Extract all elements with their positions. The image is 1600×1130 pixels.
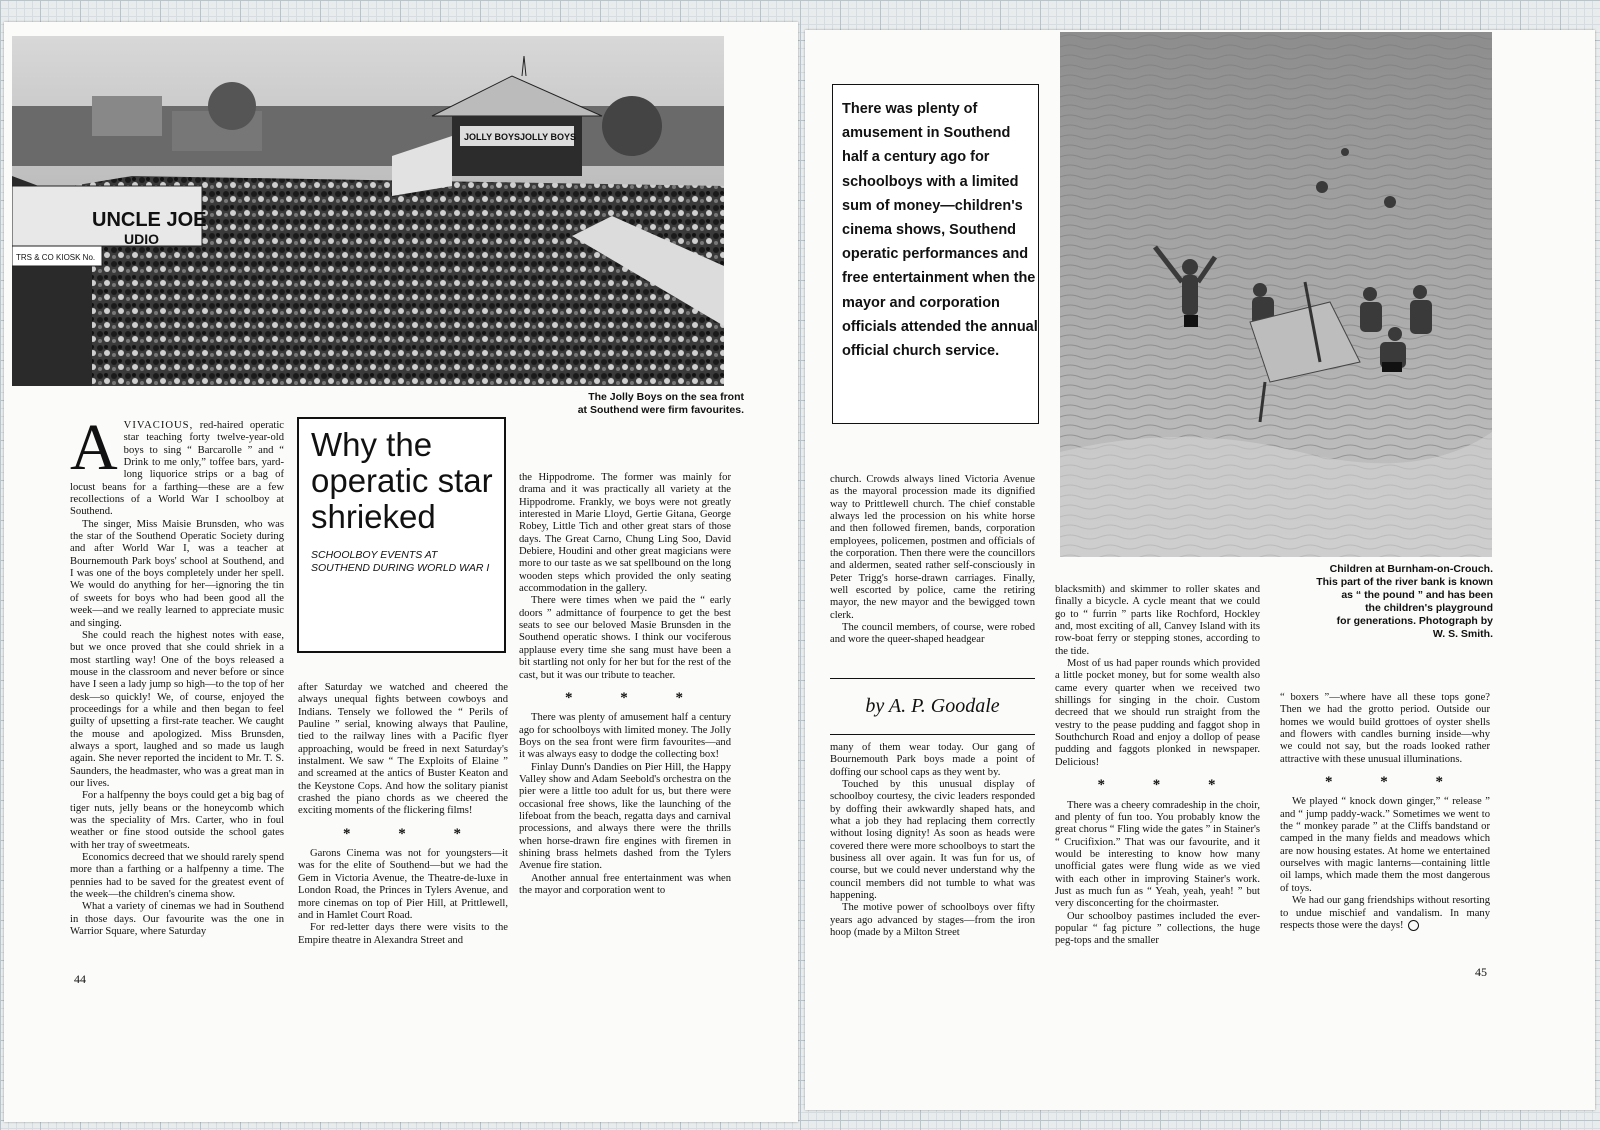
- left-column-2: [298, 682, 508, 947]
- right-column-1-top: [830, 474, 1035, 647]
- pull-quote: There was plenty of amusement in Southend half a century ago for schoolboys with a limited sum of money—children's cinema shows, Southend operatic performances and free entertainment when the mayor and corporation officials attended the annual official church service.: [842, 101, 1038, 360]
- paragraph: The motive power of schoolboys over fifty years ago advanced by stages—from the iron hoop (made by a Milton Street: [830, 902, 1035, 939]
- paragraph: Garons Cinema was not for youngsters—it was for the elite of Southend—but we had the Gem in Victoria Avenue, the Theatre-de-luxe in London Road, the Princes in Tylers Avenue, and more cinemas on top of Pier Hill, at Prittlewell, and in Hamlet Court Road.: [298, 848, 508, 921]
- photo-caption: [1275, 563, 1493, 641]
- paragraph: We played “ knock down ginger,” “ release ” and “ jump paddy-wack.” Sometimes we went to the “ monkey parade ” at the Cliffs bandstand or camped in the many fields and meadows which are now housing estates. At home we entertained ourselves with magic lanterns—containing little oil lamps, which made them the most dangerous of toys.: [1280, 796, 1490, 894]
- kiosk-sign: TRS & CO KIOSK No.: [16, 253, 96, 262]
- paragraph: blacksmith) and skimmer to roller skates and finally a bicycle. A cycle meant that we could go to “ furrin ” parts like Rochford, Hockley and, most exciting of all, Canvey Island with its row-boat ferry or stepping stones, according to the tide.: [1055, 584, 1260, 657]
- end-mark-icon: [1408, 920, 1419, 931]
- article-title-box: [297, 417, 506, 653]
- caption-line: for generations. Photograph by: [1336, 615, 1493, 627]
- page-number: 44: [74, 972, 86, 986]
- uncle-joe-sign: UNCLE JOE: [92, 209, 207, 231]
- paragraph: after Saturday we watched and cheered the always unequal fights between cowboys and Indians. Tensely we followed the “ Perils of Pauline ” serial, knowing always that Pauline, tied to the railway lines with a Pacific flyer approaching, would be freed in next Saturday's instalment. We saw “ The Exploits of Elaine ” and screamed at the antics of Buster Keaton and the Keystone Cops. And how the solitary pianist crashed the piano chords as we cheered the exciting moments of the flickering films!: [298, 682, 508, 817]
- paragraph-text: We had our gang friendships without resorting to undue mischief and vandalism. In many respects those were the days!: [1280, 895, 1490, 931]
- paragraph: There were times when we paid the “ early doors ” admittance of fourpence to get the best seats to see our beloved Masie Brunsden in the Southend operatic shows. I think our vociferous applause every time she sang must have been a bit startling not only for her but for the rest of the cast, but it was our tribute to teacher.: [519, 595, 731, 681]
- article-subtitle: SCHOOLBOY EVENTS AT SOUTHEND DURING WORLD WAR I: [311, 549, 490, 574]
- caption-line: The Jolly Boys on the sea front: [588, 391, 744, 403]
- right-column-3: [1280, 692, 1490, 932]
- children-bathing-photo: [1060, 32, 1492, 557]
- lead-word: VIVACIOUS,: [123, 420, 194, 431]
- page-number: 45: [1475, 965, 1487, 979]
- paragraph: Economics decreed that we should rarely spend more than a farthing or a halfpenny a time. The pennies had to be saved for the greatest event of the week—the children's cinema show.: [70, 852, 284, 901]
- paragraph: Finlay Dunn's Dandies on Pier Hill, the Happy Valley show and Adam Seebold's orchestra on the pier were a little too adult for us, but there were occasional free shows, like the launching of the lifeboat from the beach, regatta days and carnival processions, and always there were the thrills when horse-drawn fire engines with firemen in shining brass helmets dashed from the Tylers Avenue fire station.: [519, 761, 731, 872]
- paragraph: For a halfpenny the boys could get a big bag of tiger nuts, jelly beans or the honeycomb which was the speciality of Mrs. Carter, who in foul weather or fine stood outside the school gates with her tray of sweetmeats.: [70, 790, 284, 851]
- paragraph: Our schoolboy pastimes included the ever-popular “ fag picture ” collections, the huge peg-tops and the smaller: [1055, 910, 1260, 947]
- studio-sign: UDIO: [124, 231, 159, 247]
- paragraph: many of them wear today. Our gang of Bournemouth Park boys made a point of doffing our school caps as they went by.: [830, 742, 1035, 778]
- right-page: [805, 30, 1595, 1110]
- caption-line: as “ the pound ” and has been: [1341, 589, 1493, 601]
- paragraph: the Hippodrome. The former was mainly for drama and it was practically all variety at the Hippodrome. Frankly, we boys were not greatly interested in Marie Lloyd, Gertie Gitana, George Robey, Little Tich and other great stars of those days. The Great Carno, Chung Ling Soo, David Debiere, Houdini and other great magicians were more to our taste as we sat spellbound on the long wooden steps which provided the only seating accommodation in the gallery.: [519, 472, 731, 595]
- section-break-stars: * * *: [1325, 774, 1465, 791]
- jolly-boys-sign-2: JOLLY BOYS: [520, 132, 577, 142]
- paragraph: The singer, Miss Maisie Brunsden, who was the star of the Southend Operatic Society during and after World War I, was a teacher at Bournemouth Park boys' school at Southend, and I was one of the boys completely under her spell. We would do anything for her—ignoring the tin of sweets for boys who had been good all the week—and we really learned to appreciate music and singing.: [70, 518, 284, 629]
- right-column-2: [1055, 584, 1260, 948]
- article-title: Why the operatic star shrieked: [311, 426, 493, 535]
- caption-line: Children at Burnham-on-Crouch.: [1329, 563, 1493, 575]
- right-column-1-bottom: [830, 742, 1035, 940]
- section-break-stars: * * *: [1097, 777, 1238, 794]
- photo-caption: [474, 391, 744, 417]
- paragraph: church. Crowds always lined Victoria Avenue as the mayoral procession made its dignified way to Prittlewell church. The chief constable always led the procession on his white horse and then followed firemen, bands, corporation employees, policemen, postmen and officials of the corporation. Then there were the councillors and aldermen, seated rather self-consciously in Peter Trigg's horse-drawn carriages. Finally, well escorted by police, came the retiring mayor, the new mayor and the bewigged town clerk.: [830, 474, 1035, 621]
- left-column-1: [70, 411, 284, 938]
- paragraph: Touched by this unusual display of schoolboy courtesy, the civic leaders responded by doffing their awkwardly shaped hats, and what a job they had replacing them correctly without losing dignity! As soon as heads were covered there were more schoolboys to start the business all over again. It was fun for us, of course, but we could never understand why the council members did not tumble to what was happening.: [830, 779, 1035, 902]
- paragraph: The council members, of course, were robed and wore the queer-shaped headgear: [830, 622, 1035, 646]
- paragraph: red-haired operatic star teaching forty twelve-year-old boys to sing “ Barcarolle ” and “ Drink to me only,” toffee bars, yard-long liquorice strips or a bag of locust beans for a farthing—these are a few recollections of a World War I schoolboy at Southend.: [70, 420, 284, 518]
- paragraph: What a variety of cinemas we had in Southend in those days. Our favourite was the one in Warrior Square, where Saturday: [70, 901, 284, 938]
- left-column-3: [519, 472, 731, 897]
- section-break-stars: * * *: [343, 825, 483, 842]
- paragraph: Another annual free entertainment was when the mayor and corporation went to: [519, 872, 731, 896]
- paragraph: [1280, 895, 1490, 932]
- paragraph: Most of us had paper rounds which provided a little pocket money, but for some wealth also came every quarter when we received two shillings for singing in the choir. Custom decreed that we should run straight from the vestry to the pease pudding and faggot shop in Southchurch Road and enjoy a dollop of pease pudding and faggots plonked in newspaper. Delicious!: [1055, 658, 1260, 768]
- paragraph: There was plenty of amusement half a century ago for schoolboys with limited money. The Jolly Boys on the sea front were firm favourites—and it was always easy to dodge the collecting box!: [519, 712, 731, 761]
- pull-quote-box: [832, 84, 1039, 424]
- caption-line: This part of the river bank is known: [1316, 576, 1493, 588]
- caption-line: the children's playground: [1365, 602, 1493, 614]
- jolly-boys-sign-1: JOLLY BOYS: [464, 132, 521, 142]
- caption-line: at Southend were firm favourites.: [577, 404, 744, 416]
- jolly-boys-photo: [12, 36, 724, 386]
- left-page: [4, 22, 798, 1122]
- caption-line: W. S. Smith.: [1432, 628, 1493, 640]
- paragraph: She could reach the highest notes with ease, but we once proved that she could shriek in a most startling way! One of the boys released a mouse in the classroom and never before or since have I seen a lady jump so high—to the top of her desk—so quickly! We, of course, enjoyed the proceedings for a while and then began to feel guilty of upsetting a first-rate teacher. We caught the mouse and apologized. Miss Brunsden, always a sport, laughed and so made us laugh again. She never reported the incident to Mr. T. S. Saunders, the headmaster, who was a great man in our lives.: [70, 629, 284, 789]
- paragraph: For red-letter days there were visits to the Empire theatre in Alexandra Street and: [298, 922, 508, 946]
- drop-cap: A: [70, 411, 118, 484]
- paragraph: “ boxers ”—where have all these tops gone? Then we had the grotto period. Outside our homes we would build grottoes of oyster shells and flowers with candles burning inside—why we could not say, but the roads looked rather attractive with these unusual illuminations.: [1280, 692, 1490, 765]
- author-byline: by A. P. Goodale: [830, 678, 1035, 735]
- section-break-stars: * * *: [565, 689, 705, 706]
- paragraph: There was a cheery comradeship in the choir, and plenty of fun too. You probably know the great chorus “ Fling wide the gates ” in Stainer's “ Crucifixion.” That was our favourite, and it would be interesting to know how many unofficial gates were flung wide as we vied with each other in improving Stainer's work. Just as much fun as “ Yeah, yeah, yeah! ” but very disconcerting for the choirmaster.: [1055, 799, 1260, 910]
